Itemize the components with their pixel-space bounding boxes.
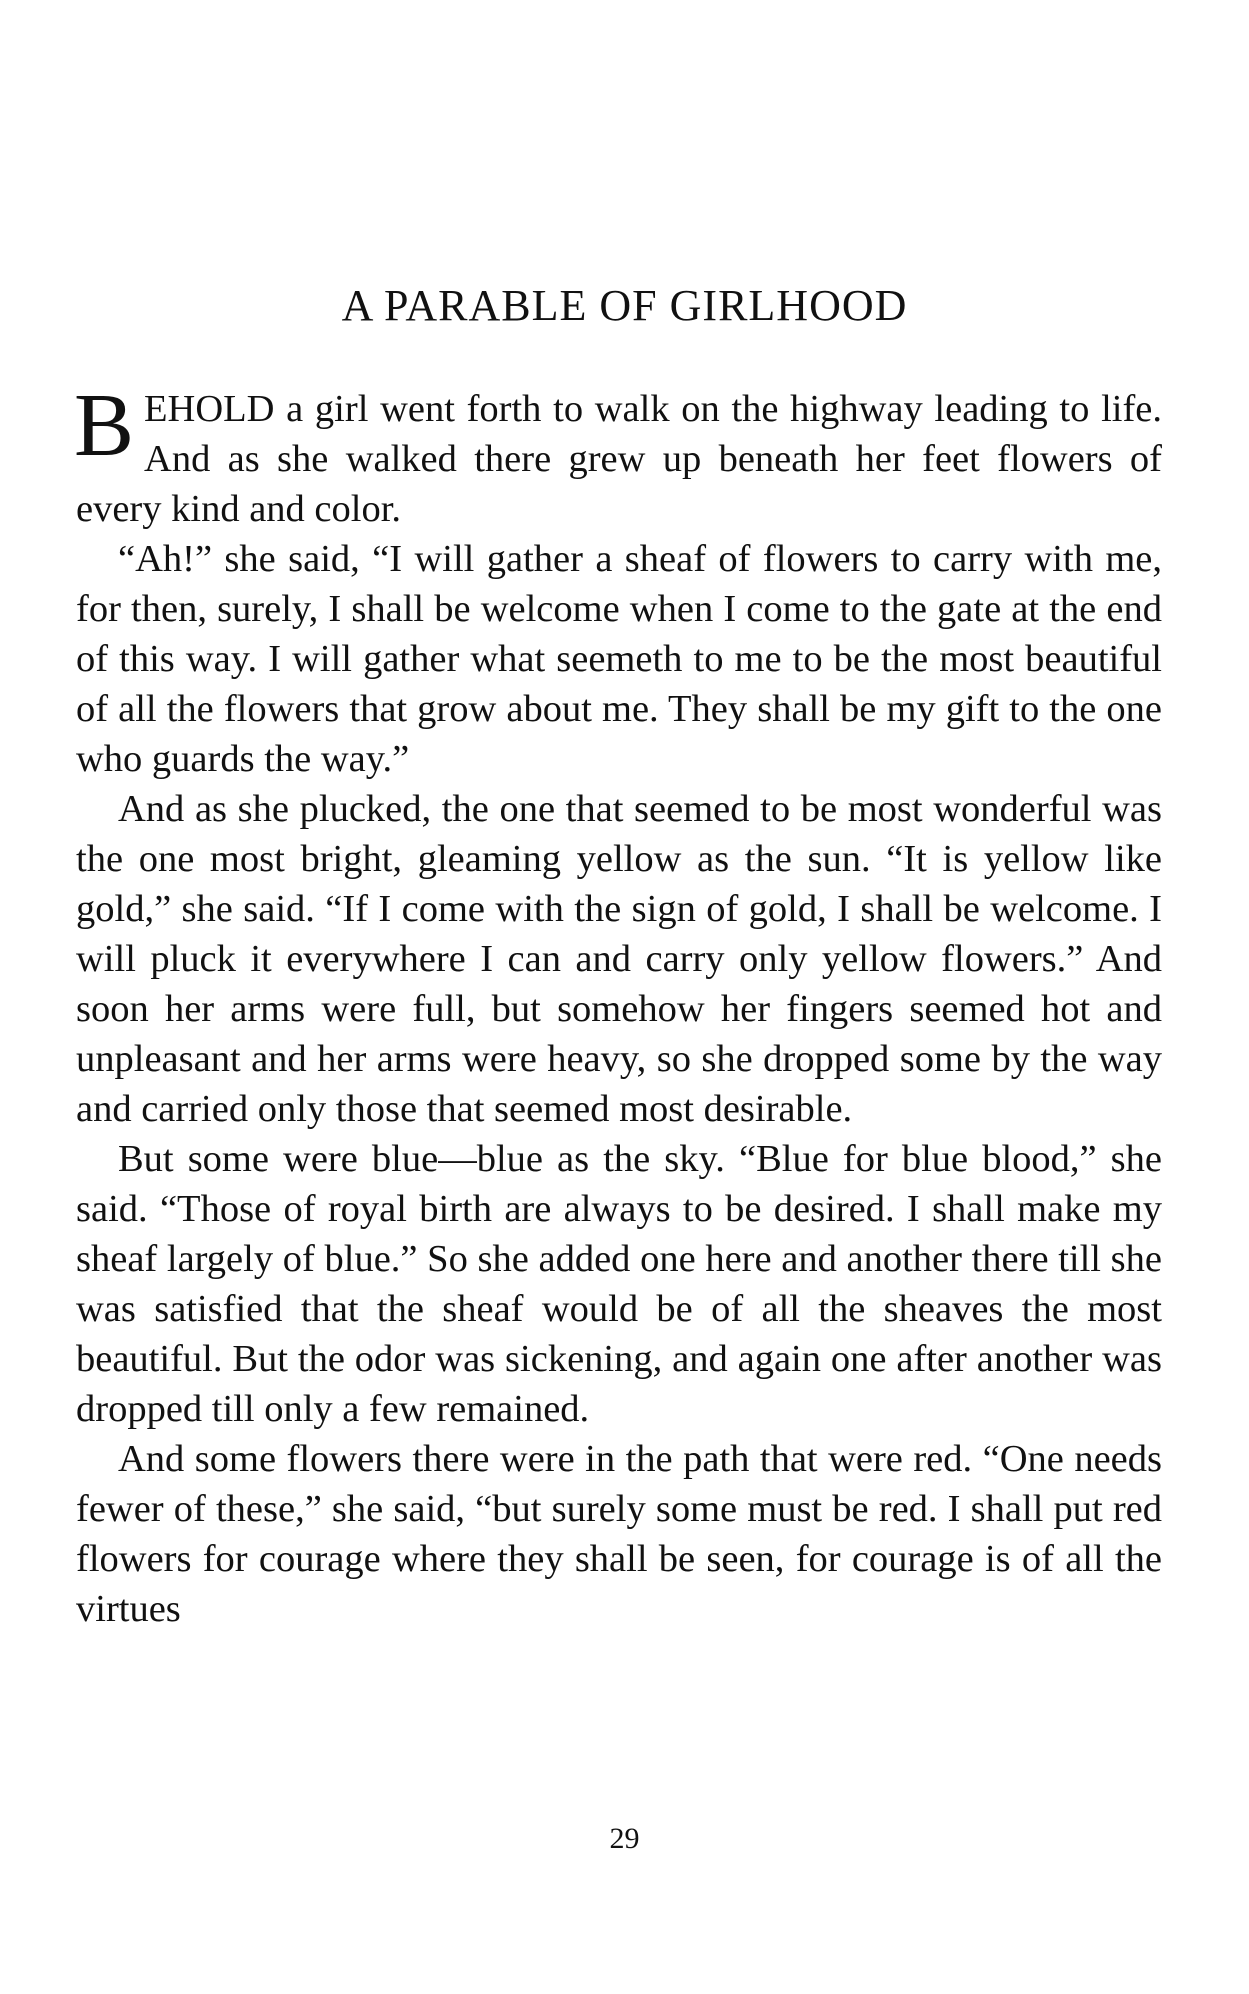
body-text: [74, 376, 1162, 1634]
chapter-title: A PARABLE OF GIRLHOOD: [341, 281, 908, 330]
paragraph-4: But some were blue—blue as the sky. “Blue for blue blood,” she said. “Those of royal birth are always to be desired. I shall make my sheaf largely of blue.” So she added one here and another there till she was satisfied that the sheaf would be of all the sheaves the most beautiful. But the odor was sickening, and again one after another was dropped till only a few remained.: [76, 1138, 1162, 1430]
page-number: 29: [609, 1822, 640, 1855]
paragraph-2: “Ah!” she said, “I will gather a sheaf of flowers to carry with me, for then, surely, I shall be welcome when I come to the gate at the end of this way. I will gather what seemeth to me to be the most beautiful of all the flowers that grow about me. They shall be my gift to the one who guards the way.”: [76, 538, 1162, 780]
paragraph-5: And some flowers there were in the path that were red. “One needs fewer of these,” she said, “but surely some must be red. I shall put red flowers for courage where they shall be seen, for courage is of all the virtues: [76, 1438, 1162, 1630]
paragraph-1-text: EHOLD a girl went forth to walk on the highway leading to life. And as she walked there grew up beneath her feet flowers of every kind and color.: [76, 388, 1162, 530]
drop-cap: B: [74, 376, 135, 475]
paragraph-1: [74, 376, 1162, 534]
paragraph-3: And as she plucked, the one that seemed to be most wonderful was the one most bright, gleaming yellow as the sun. “It is yellow like gold,” she said. “If I come with the sign of gold, I shall be welcome. I will pluck it everywhere I can and carry only yellow flowers.” And soon her arms were full, but somehow her fingers seemed hot and unpleasant and her arms were heavy, so she dropped some by the way and carried only those that seemed most desirable.: [76, 788, 1162, 1130]
